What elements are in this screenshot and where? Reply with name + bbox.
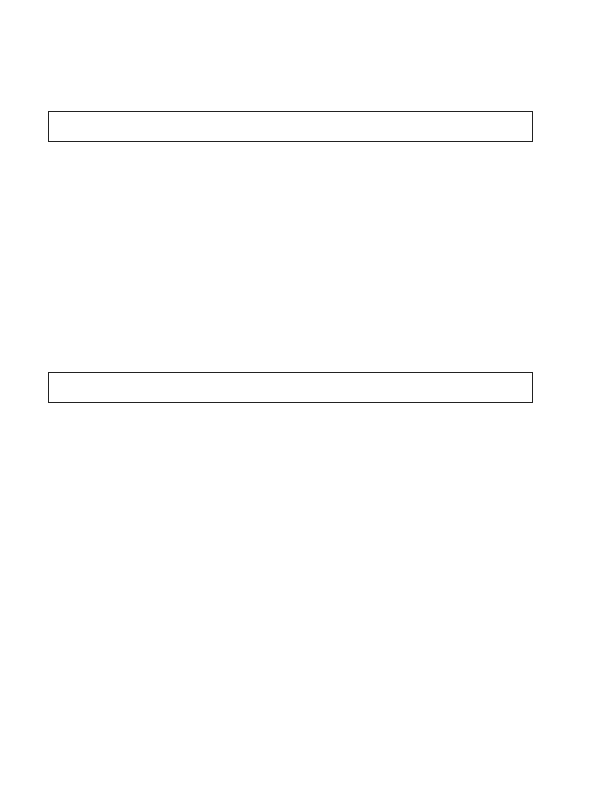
section-heading-mechanism	[48, 111, 533, 142]
section-heading-disassembling	[48, 372, 533, 403]
